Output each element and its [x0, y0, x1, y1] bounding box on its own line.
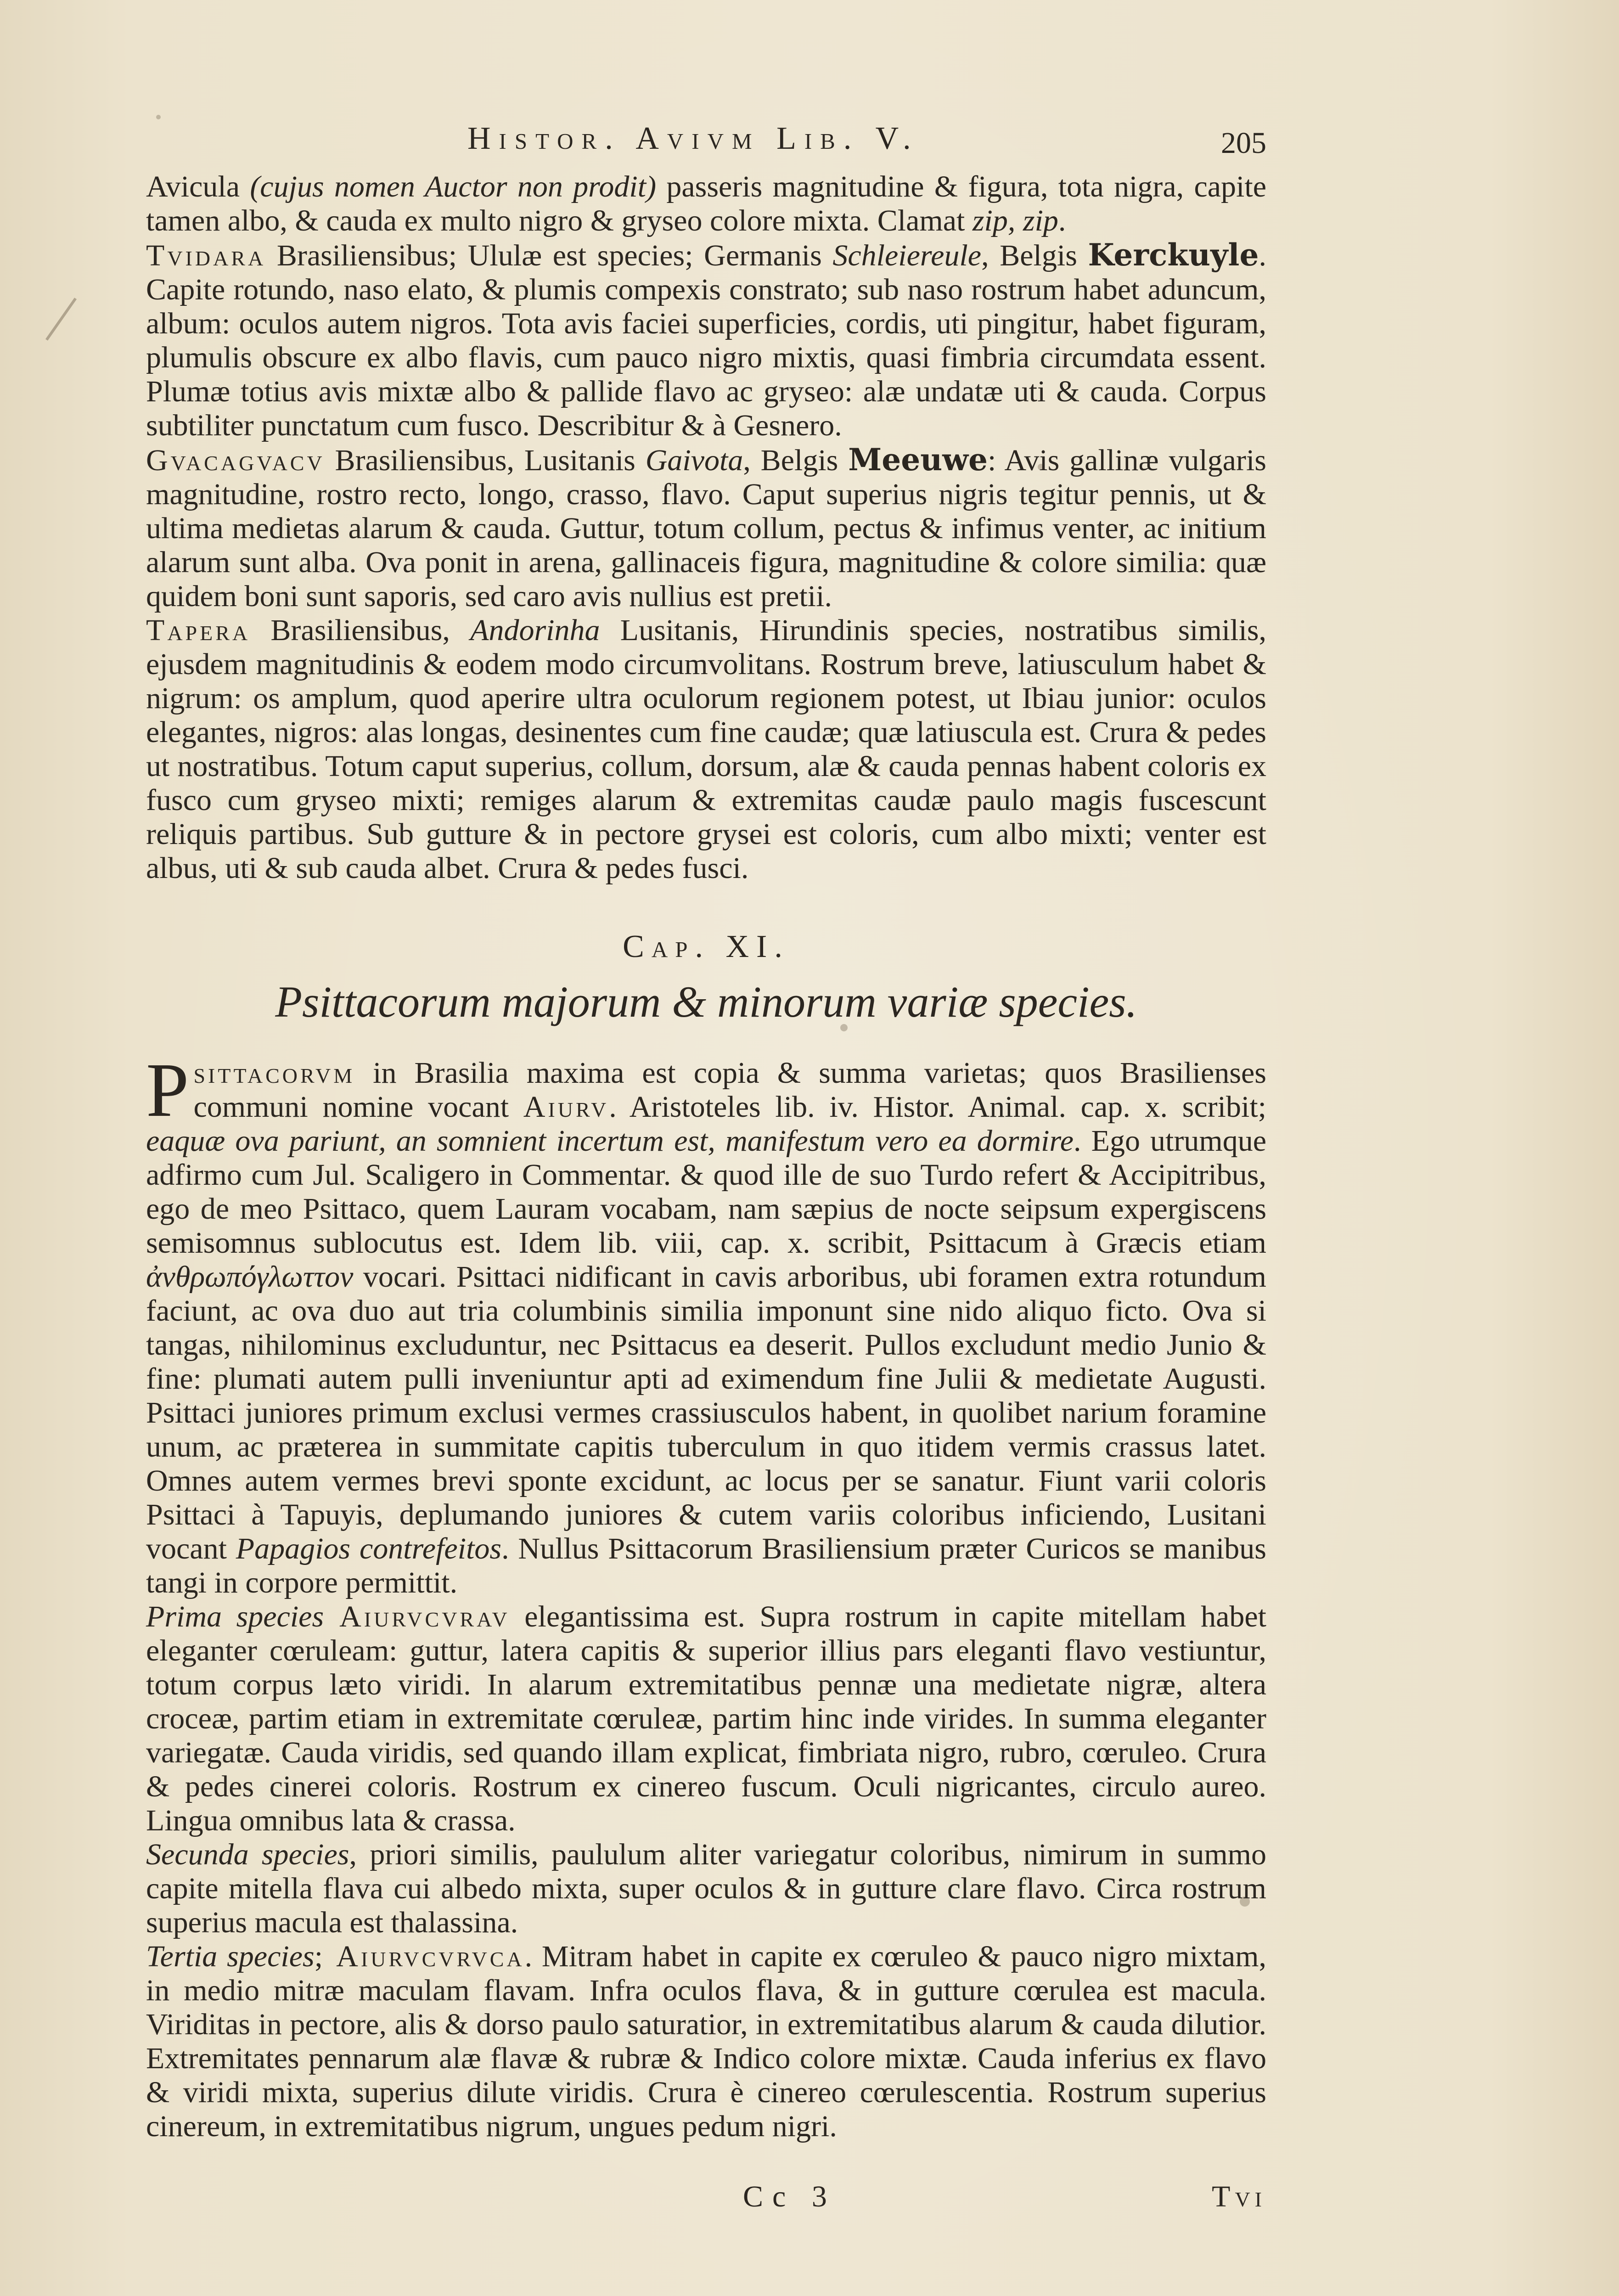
- chapter-number: Cap. XI.: [623, 929, 790, 964]
- paragraph-tertia-species: Tertia species; Aiurvcvrvca. Mitram habet in capite ex cœruleo & pauco nigro mixtam, in medio mitræ maculam flavam. Infra oculos flava, & in gutture cœrulea est macula. Viriditas in pectore, alis & dorso paulo saturatior, in extremitatibus alarum & cauda dilutior. Extremitates pennarum alæ flavæ & rubræ & Indico colore mixtæ. Cauda inferius ex flavo & viridi mixta, superius dilute viridis. Crura è cinereo cœrulescentia. Rostrum superius cinereum, in extremitatibus nigrum, ungues pedum nigri.: [146, 1940, 1267, 2143]
- lower-text-block: [146, 1047, 1267, 2144]
- species-name: Gvacagvacv: [146, 444, 325, 477]
- page-header: [146, 120, 1266, 160]
- page-number: 205: [1221, 126, 1266, 160]
- paragraph-tapera: Tapera Brasiliensibus, Andorinha Lusitanis, Hirundinis species, nostratibus similis, ejusdem magnitudinis & eodem modo circumvolitans. Rostrum breve, latiusculum habet & nigrum: os amplum, quod aperire ultra oculorum regionem potest, ut Ibiau junior: oculos elegantes, nigros: alas longas, desinentes cum fine caudæ; quæ latiuscula est. Crura & pedes ut nostratibus. Totum caput superius, collum, dorsum, alæ & cauda pennas habent coloris ex fusco cum gryseo mixti; remiges alarum & extremitas caudæ paulo magis fuscescunt reliquis partibus. Sub gutture & in pectore grysei est coloris, cum albo mixti; venter est albus, uti & sub cauda albet. Crura & pedes fusci.: [146, 613, 1266, 885]
- chapter-title: Psittacorum majorum & minorum variæ species.: [275, 977, 1137, 1026]
- paragraph-tvidara: Tvidara Brasiliensibus; Ululæ est species; Germanis Schleiereule, Belgis Kerckuyle. Capite rotundo, naso elato, & plumis compexis constrato; sub naso rostrum habet aduncum, album: oculos autem nigros. Tota avis faciei superficies, cordis, uti pingitur, habet figuram, plumulis obscure ex albo flavis, cum pauco nigro mixtis, quasi fimbria circumdata essent. Plumæ totius avis mixtæ albo & pallide flavo ac gryseo: alæ undatæ uti & cauda. Corpus subtiliter punctatum cum fusco. Describitur & à Gesnero.: [146, 237, 1266, 442]
- page-footer: [146, 2179, 1266, 2216]
- paragraph-secunda-species: Secunda species, priori similis, paululum aliter variegatur coloribus, nimirum in summo capite mitella flava cui albedo mixta, super oculos & in gutture clare flavo. Circa rostrum superius macula est thalassina.: [146, 1838, 1266, 1939]
- paper-speck: [156, 115, 161, 119]
- upper-text-block: [146, 170, 1266, 885]
- signature-mark: Cc 3: [743, 2180, 836, 2213]
- margin-mark: [45, 298, 77, 341]
- paragraph-prima-species: Prima species Aiurvcvrav elegantissima est. Supra rostrum in capite mitellam habet eleganter cœruleam: guttur, latera capitis & superior illius pars eleganti flavo vestiuntur, totum corpus læto viridi. In alarum extremitatibus pennæ una medietate nigræ, altera croceæ, partim etiam in extremitate cœruleæ, partim hinc inde virides. In summa eleganter variegatæ. Cauda viridis, sed quando illam explicat, fimbriata nigro, rubro, cœruleo. Crura & pedes cinerei coloris. Rostrum ex cinereo fuscum. Oculi nigricantes, circulo aureo. Lingua omnibus lata & crassa.: [146, 1600, 1267, 1837]
- running-head: Histor. Avivm Lib. V.: [467, 121, 919, 156]
- paragraph-psittacorum: Psittacorvm in Brasilia maxima est copia & summa varietas; quos Brasilienses communi nomine vocant Aiurv. Aristoteles lib. iv. Histor. Animal. cap. x. scribit; eaquæ ova pariunt, an somnient incertum est, manifestum vero ea dormire. Ego utrumque adfirmo cum Jul. Scaligero in Commentar. & quod ille de suo Turdo refert & Accipitribus, ego de meo Psittaco, quem Lauram vocabam, nam sæpius de nocte seipsum expergiscens semisomnus sublocutus est. Idem lib. viii, cap. x. scribit, Psittacum à Græcis etiam ἀνθρωπόγλωττον vocari. Psittaci nidificant in cavis arboribus, ubi foramen extra rotundum faciunt, ac ova duo aut tria columbinis similia imponunt sine nido aliquo ficto. Ova si tangas, nihilominus excluduntur, nec Psittacus ea deserit. Pullos excludunt medio Junio & fine: plumati autem pulli inveniuntur apti ad eximendum fine Julii & medietate Augusti. Psittaci juniores primum exclusi vermes crassiusculos habent, in quolibet narium foramine unum, ac præterea in summitate capitis tuberculum in quo itidem vermis crassus latet. Omnes autem vermes brevi sponte excidunt, ac locus per se sanatur. Fiunt varii coloris Psittaci à Tapuyis, deplumando juniores & cutem variis coloribus inficiendo, Lusitani vocant Papagios contrefeitos. Nullus Psittacorum Brasiliensium præter Curicos se manibus tangi in corpore permittit.: [146, 1047, 1267, 1599]
- species-name: Tvidara: [146, 239, 266, 272]
- paragraph-avicula: Avicula (cujus nomen Auctor non prodit) passeris magnitudine & figura, tota nigra, capite tamen albo, & cauda ex multo nigro & gryseo colore mixta. Clamat zip, zip.: [146, 170, 1267, 237]
- drop-capital: P: [146, 1047, 189, 1133]
- paragraph-gvacagvacv: Gvacagvacv Brasiliensibus, Lusitanis Gaivota, Belgis Meeuwe: Avis gallinæ vulgaris magnitudine, rostro recto, longo, crasso, flavo. Caput superius nigris tegitur pennis, ut & ultima medietas alarum & cauda. Guttur, totum collum, pectus & infimus venter, ac initium alarum sunt alba. Ova ponit in arena, gallinaceis figura, magnitudine & colore similia: quæ quidem boni sunt saporis, sed caro avis nullius est pretii.: [146, 442, 1266, 613]
- species-name: Tapera: [146, 613, 251, 647]
- catchword: Tvi: [1212, 2180, 1266, 2213]
